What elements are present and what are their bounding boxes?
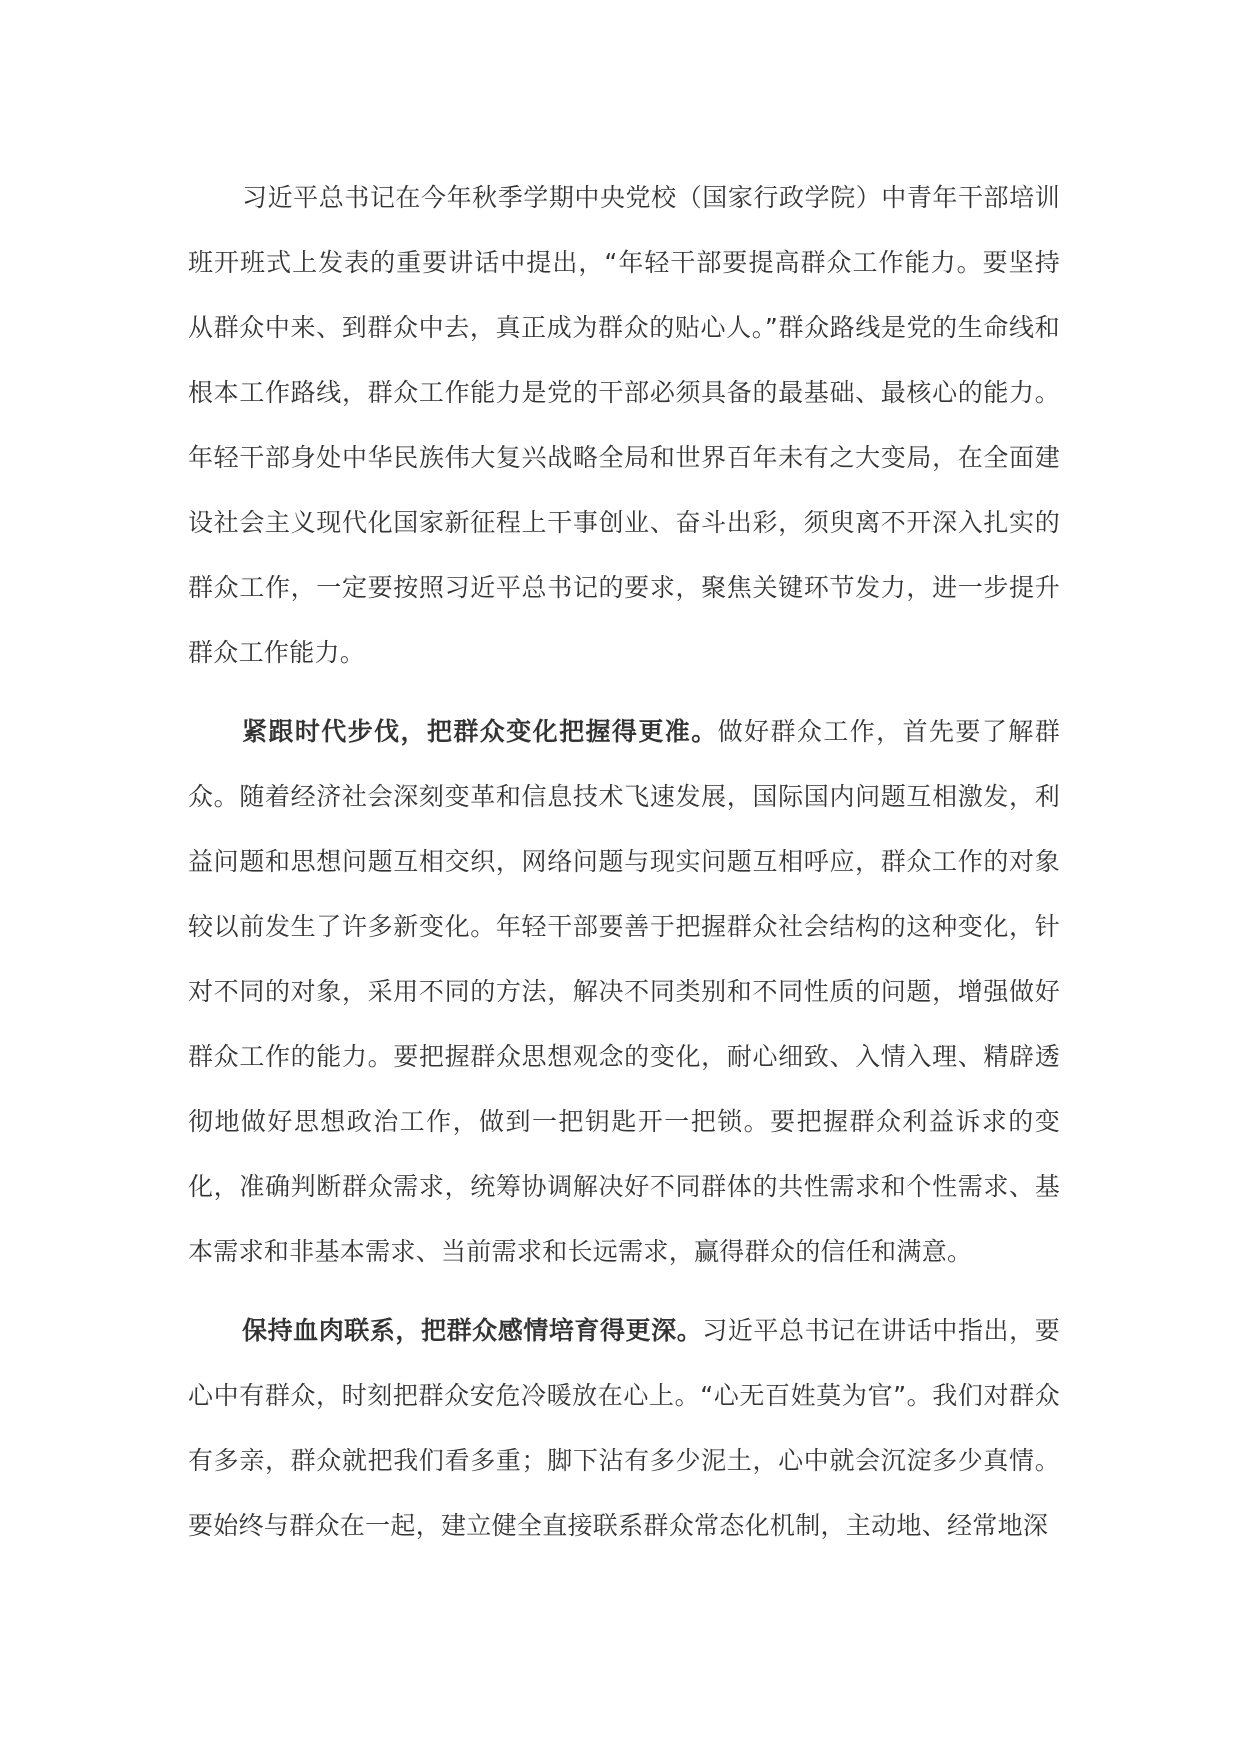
paragraph-lead-heading: 保持血肉联系，把群众感情培育得更深。 (242, 1316, 703, 1345)
paragraph-blood-ties (188, 1298, 1060, 1558)
article-body (188, 165, 1060, 1572)
paragraph-lead-heading: 紧跟时代步伐，把群众变化把握得更准。 (242, 717, 718, 746)
paragraph-text: 习近平总书记在今年秋季学期中央党校（国家行政学院）中青年干部培训班开班式上发表的重要讲话中提出，“年轻干部要提高群众工作能力。要坚持从群众中来、到群众中去，真正成为群众的贴心人。”群众路线是党的生命线和根本工作路线，群众工作能力是党的干部必须具备的最基础、最核心的能力。年轻干部身处中华民族伟大复兴战略全局和世界百年未有之大变局，在全面建设社会主义现代化国家新征程上干事创业、奋斗出彩，须臾离不开深入扎实的群众工作，一定要按照习近平总书记的要求，聚焦关键环节发力，进一步提升群众工作能力。 (188, 183, 1060, 667)
paragraph-text: 做好群众工作，首先要了解群众。随着经济社会深刻变革和信息技术飞速发展，国际国内问题互相激发，利益问题和思想问题互相交织，网络问题与现实问题互相呼应，群众工作的对象较以前发生了许多新变化。年轻干部要善于把握群众社会结构的这种变化，针对不同的对象，采用不同的方法，解决不同类别和不同性质的问题，增强做好群众工作的能力。要把握群众思想观念的变化，耐心细致、入情入理、精辟透彻地做好思想政治工作，做到一把钥匙开一把锁。要把握群众利益诉求的变化，准确判断群众需求，统筹协调解决好不同群体的共性需求和个性需求、基本需求和非基本需求、当前需求和长远需求，赢得群众的信任和满意。 (188, 717, 1061, 1266)
paragraph-intro (188, 165, 1060, 685)
paragraph-text: 习近平总书记在讲话中指出，要心中有群众，时刻把群众安危冷暖放在心上。“心无百姓莫为官”。我们对群众有多亲，群众就把我们看多重；脚下沾有多少泥土，心中就会沉淀多少真情。要始终与群众在一起，建立健全直接联系群众常态化机制，主动地、经常地深 (188, 1316, 1061, 1540)
paragraph-grasp-changes (188, 699, 1060, 1284)
